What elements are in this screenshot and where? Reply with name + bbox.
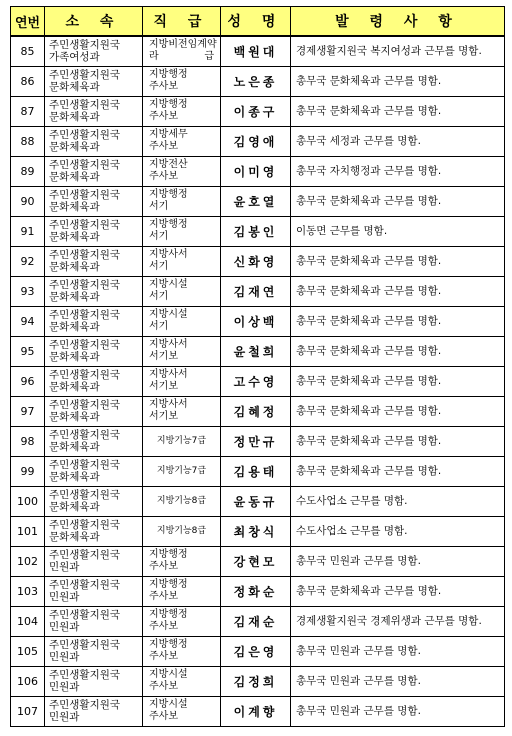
row-name: 백원대 (221, 36, 291, 66)
row-name: 이계향 (221, 696, 291, 726)
department-line-1: 주민생활지원국 (49, 279, 121, 291)
rank-line-2: 주사보 (149, 711, 178, 722)
row-assignment: 총무국 문화체육과 근무를 명함. (291, 246, 505, 276)
row-department (45, 306, 143, 336)
row-name: 김정희 (221, 666, 291, 696)
department-line-2: 가족여성과 (49, 51, 100, 64)
rank-line-1: 지방비전임계약 (149, 39, 217, 51)
rank-line-2: 주사보 (149, 81, 178, 92)
header-name: 성 명 (221, 7, 291, 37)
rank-line-1: 지방기능7급 (156, 466, 207, 476)
row-department (45, 126, 143, 156)
department-line-1: 주민생활지원국 (49, 399, 121, 411)
department-line-2: 문화체육과 (49, 201, 100, 213)
table-row (11, 156, 505, 186)
row-rank (143, 246, 221, 276)
row-rank (143, 66, 221, 96)
row-department (45, 186, 143, 216)
rank-line-2: 주사보 (149, 111, 178, 122)
department-line-2: 문화체육과 (49, 531, 100, 543)
rank-line-2: 주사보 (149, 651, 178, 662)
rank-line-2: 서기보 (149, 351, 178, 362)
rank-line-2: 라 급 (149, 51, 214, 63)
row-department (45, 216, 143, 246)
rank-line-1: 지방기능8급 (156, 526, 207, 536)
row-department (45, 546, 143, 576)
rank-line-1: 지방행정 (149, 639, 188, 650)
row-name: 고수영 (221, 366, 291, 396)
department-line-2: 민원과 (49, 591, 80, 603)
rank-line-2: 주사보 (149, 681, 178, 692)
row-number: 101 (11, 516, 45, 546)
row-assignment: 총무국 문화체육과 근무를 명함. (291, 96, 505, 126)
row-rank (143, 216, 221, 246)
table-row (11, 696, 505, 726)
row-rank (143, 186, 221, 216)
department-line-1: 주민생활지원국 (49, 309, 121, 321)
row-assignment: 총무국 민원과 근무를 명함. (291, 636, 505, 666)
row-rank (143, 126, 221, 156)
table-row (11, 486, 505, 516)
header-dept: 소 속 (45, 7, 143, 37)
row-assignment: 총무국 문화체육과 근무를 명함. (291, 336, 505, 366)
department-line-2: 문화체육과 (49, 411, 100, 423)
row-number: 99 (11, 456, 45, 486)
row-rank (143, 546, 221, 576)
row-assignment: 경제생활지원국 경제위생과 근무를 명함. (291, 606, 505, 636)
rank-line-2: 서기보 (149, 411, 178, 422)
row-department (45, 156, 143, 186)
row-rank (143, 396, 221, 426)
department-line-1: 주민생활지원국 (49, 369, 121, 381)
row-assignment: 총무국 민원과 근무를 명함. (291, 546, 505, 576)
row-number: 107 (11, 696, 45, 726)
row-rank (143, 36, 221, 66)
row-assignment: 총무국 문화체육과 근무를 명함. (291, 366, 505, 396)
department-line-1: 주민생활지원국 (49, 549, 121, 561)
header-row (11, 7, 505, 37)
row-department (45, 696, 143, 726)
row-number: 91 (11, 216, 45, 246)
row-name: 김혜정 (221, 396, 291, 426)
table-row (11, 396, 505, 426)
department-line-1: 주민생활지원국 (49, 579, 121, 591)
row-number: 105 (11, 636, 45, 666)
table-row (11, 186, 505, 216)
department-line-2: 민원과 (49, 561, 80, 573)
rank-line-2: 주사보 (149, 171, 178, 182)
row-number: 92 (11, 246, 45, 276)
row-department (45, 396, 143, 426)
rank-line-2: 주사보 (149, 141, 178, 152)
row-department (45, 666, 143, 696)
row-rank (143, 666, 221, 696)
row-assignment: 총무국 세정과 근무를 명함. (291, 126, 505, 156)
department-line-2: 문화체육과 (49, 111, 100, 123)
row-name: 최창식 (221, 516, 291, 546)
row-name: 김은영 (221, 636, 291, 666)
rank-line-1: 지방기능8급 (156, 496, 207, 506)
row-rank (143, 306, 221, 336)
department-line-2: 문화체육과 (49, 501, 100, 513)
row-department (45, 636, 143, 666)
row-number: 97 (11, 396, 45, 426)
table-row (11, 216, 505, 246)
row-number: 102 (11, 546, 45, 576)
row-department (45, 516, 143, 546)
department-line-1: 주민생활지원국 (49, 69, 121, 81)
row-assignment: 총무국 문화체육과 근무를 명함. (291, 426, 505, 456)
rank-line-1: 지방사서 (149, 369, 188, 380)
department-line-2: 문화체육과 (49, 171, 100, 183)
department-line-1: 주민생활지원국 (49, 699, 121, 711)
rank-line-1: 지방사서 (149, 339, 188, 350)
row-rank (143, 456, 221, 486)
row-name: 윤동규 (221, 486, 291, 516)
row-name: 신화영 (221, 246, 291, 276)
row-assignment: 총무국 문화체육과 근무를 명함. (291, 276, 505, 306)
rank-line-2: 서기 (149, 291, 169, 302)
rank-line-2: 주사보 (149, 621, 178, 632)
row-department (45, 576, 143, 606)
rank-line-1: 지방행정 (149, 189, 188, 200)
table-row (11, 276, 505, 306)
row-number: 88 (11, 126, 45, 156)
table-row (11, 666, 505, 696)
row-name: 이미영 (221, 156, 291, 186)
rank-line-1: 지방행정 (149, 579, 188, 590)
rank-line-2: 주사보 (149, 591, 178, 602)
row-assignment: 총무국 민원과 근무를 명함. (291, 666, 505, 696)
row-department (45, 96, 143, 126)
row-name: 윤철희 (221, 336, 291, 366)
row-name: 강현모 (221, 546, 291, 576)
row-number: 98 (11, 426, 45, 456)
department-line-1: 주민생활지원국 (49, 39, 121, 52)
rank-line-1: 지방행정 (149, 219, 188, 230)
department-line-1: 주민생활지원국 (49, 99, 121, 111)
department-line-2: 문화체육과 (49, 441, 100, 453)
row-assignment: 총무국 문화체육과 근무를 명함. (291, 66, 505, 96)
row-rank (143, 606, 221, 636)
table-row (11, 306, 505, 336)
department-line-2: 민원과 (49, 681, 80, 693)
rank-line-1: 지방시설 (149, 279, 188, 290)
row-name: 김재순 (221, 606, 291, 636)
rank-line-1: 지방사서 (149, 249, 188, 260)
rank-line-2: 주사보 (149, 561, 178, 572)
table-row (11, 636, 505, 666)
row-name: 윤호열 (221, 186, 291, 216)
rank-line-1: 지방시설 (149, 309, 188, 320)
header-rank: 직 급 (143, 7, 221, 37)
row-assignment: 총무국 문화체육과 근무를 명함. (291, 186, 505, 216)
department-line-1: 주민생활지원국 (49, 459, 121, 471)
row-number: 96 (11, 366, 45, 396)
department-line-2: 문화체육과 (49, 261, 100, 273)
header-no: 연번 (11, 7, 45, 37)
rank-line-1: 지방전산 (149, 159, 188, 170)
table-row (11, 36, 505, 66)
department-line-2: 문화체육과 (49, 81, 100, 93)
row-number: 89 (11, 156, 45, 186)
row-rank (143, 276, 221, 306)
department-line-1: 주민생활지원국 (49, 249, 121, 261)
rank-line-1: 지방행정 (149, 69, 188, 80)
department-line-1: 주민생활지원국 (49, 489, 121, 501)
table-row (11, 246, 505, 276)
rank-line-1: 지방사서 (149, 399, 188, 410)
table-row (11, 126, 505, 156)
table-row (11, 426, 505, 456)
table-row (11, 66, 505, 96)
department-line-2: 문화체육과 (49, 351, 100, 363)
table-row (11, 366, 505, 396)
department-line-1: 주민생활지원국 (49, 429, 121, 441)
table-row (11, 546, 505, 576)
row-number: 93 (11, 276, 45, 306)
table-row (11, 576, 505, 606)
rank-line-1: 지방시설 (149, 669, 188, 680)
row-assignment: 총무국 자치행정과 근무를 명함. (291, 156, 505, 186)
department-line-2: 문화체육과 (49, 291, 100, 303)
row-rank (143, 156, 221, 186)
row-rank (143, 516, 221, 546)
row-rank (143, 576, 221, 606)
personnel-table (10, 6, 505, 727)
row-department (45, 456, 143, 486)
rank-line-1: 지방행정 (149, 609, 188, 620)
row-rank (143, 366, 221, 396)
row-rank (143, 336, 221, 366)
department-line-2: 민원과 (49, 621, 80, 633)
rank-line-2: 서기 (149, 231, 169, 242)
row-name: 김영애 (221, 126, 291, 156)
row-name: 노은종 (221, 66, 291, 96)
row-name: 김용태 (221, 456, 291, 486)
row-assignment: 총무국 문화체육과 근무를 명함. (291, 396, 505, 426)
row-department (45, 66, 143, 96)
department-line-1: 주민생활지원국 (49, 339, 121, 351)
row-number: 100 (11, 486, 45, 516)
rank-line-2: 서기보 (149, 381, 178, 392)
row-department (45, 276, 143, 306)
row-assignment: 경제생활지원국 복지여성과 근무를 명함. (291, 36, 505, 66)
department-line-2: 문화체육과 (49, 381, 100, 393)
rank-line-2: 서기 (149, 321, 169, 332)
header-note: 발 령 사 항 (291, 7, 505, 37)
department-line-1: 주민생활지원국 (49, 639, 121, 651)
table-row (11, 456, 505, 486)
row-assignment: 총무국 문화체육과 근무를 명함. (291, 306, 505, 336)
department-line-1: 주민생활지원국 (49, 519, 121, 531)
department-line-1: 주민생활지원국 (49, 159, 121, 171)
row-rank (143, 696, 221, 726)
row-rank (143, 96, 221, 126)
row-department (45, 36, 143, 66)
row-rank (143, 486, 221, 516)
row-number: 104 (11, 606, 45, 636)
row-rank (143, 636, 221, 666)
department-line-1: 주민생활지원국 (49, 129, 121, 141)
department-line-1: 주민생활지원국 (49, 189, 121, 201)
department-line-1: 주민생활지원국 (49, 219, 121, 231)
department-line-1: 주민생활지원국 (49, 609, 121, 621)
row-department (45, 366, 143, 396)
row-assignment: 수도사업소 근무를 명함. (291, 486, 505, 516)
rank-line-1: 지방시설 (149, 699, 188, 710)
row-number: 87 (11, 96, 45, 126)
row-assignment: 총무국 민원과 근무를 명함. (291, 696, 505, 726)
row-number: 103 (11, 576, 45, 606)
row-number: 90 (11, 186, 45, 216)
row-name: 정화순 (221, 576, 291, 606)
department-line-2: 문화체육과 (49, 321, 100, 333)
row-name: 이종구 (221, 96, 291, 126)
row-department (45, 606, 143, 636)
row-assignment: 총무국 문화체육과 근무를 명함. (291, 456, 505, 486)
row-number: 86 (11, 66, 45, 96)
row-number: 106 (11, 666, 45, 696)
row-department (45, 336, 143, 366)
table-row (11, 606, 505, 636)
rank-line-1: 지방세무 (149, 129, 188, 140)
department-line-2: 민원과 (49, 711, 80, 723)
rank-line-1: 지방기능7급 (156, 436, 207, 446)
row-department (45, 486, 143, 516)
row-department (45, 246, 143, 276)
rank-line-2: 서기 (149, 261, 169, 272)
row-number: 95 (11, 336, 45, 366)
row-rank (143, 426, 221, 456)
department-line-2: 문화체육과 (49, 141, 100, 153)
rank-line-1: 지방행정 (149, 99, 188, 110)
department-line-2: 민원과 (49, 651, 80, 663)
department-line-2: 문화체육과 (49, 471, 100, 483)
row-assignment: 수도사업소 근무를 명함. (291, 516, 505, 546)
department-line-2: 문화체육과 (49, 231, 100, 243)
row-department (45, 426, 143, 456)
row-name: 이상백 (221, 306, 291, 336)
table-row (11, 336, 505, 366)
row-name: 김봉인 (221, 216, 291, 246)
department-line-1: 주민생활지원국 (49, 669, 121, 681)
table-row (11, 516, 505, 546)
row-number: 94 (11, 306, 45, 336)
row-assignment: 총무국 문화체육과 근무를 명함. (291, 576, 505, 606)
table-body (11, 36, 505, 726)
table-row (11, 96, 505, 126)
rank-line-1: 지방행정 (149, 549, 188, 560)
row-name: 김재연 (221, 276, 291, 306)
rank-line-2: 서기 (149, 201, 169, 212)
row-assignment: 이동면 근무를 명함. (291, 216, 505, 246)
row-name: 정만규 (221, 426, 291, 456)
row-number: 85 (11, 36, 45, 66)
